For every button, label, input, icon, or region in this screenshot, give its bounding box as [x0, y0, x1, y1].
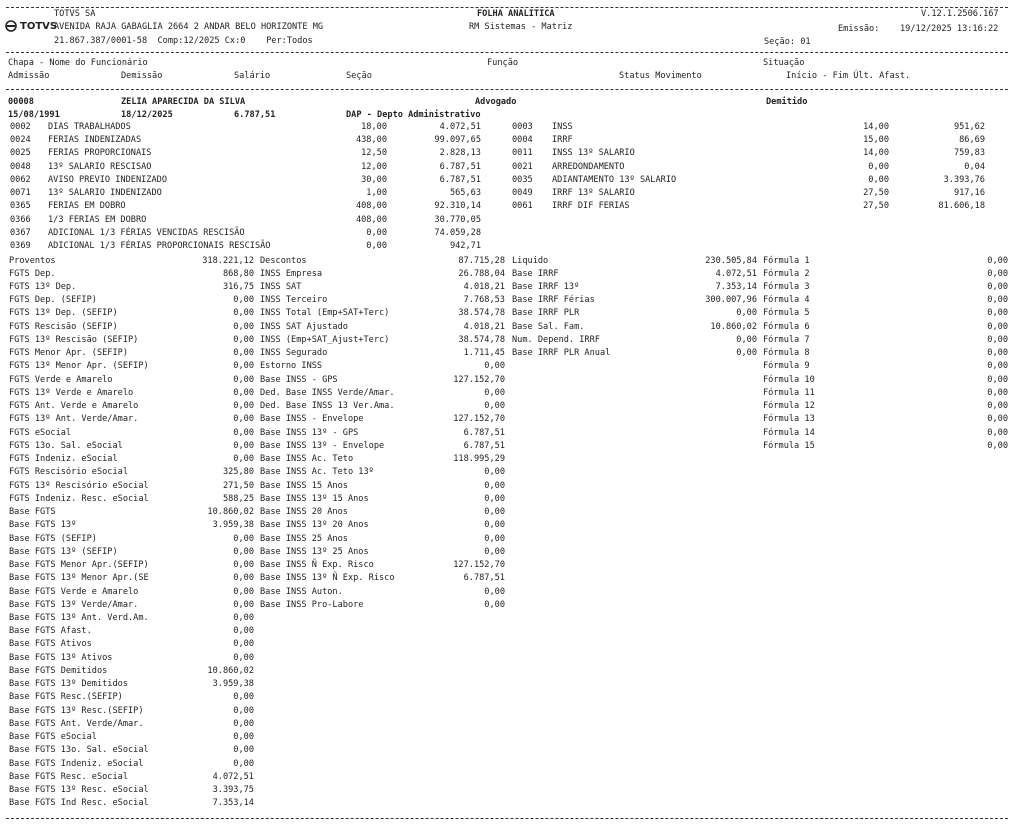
desconto-description: INSS 13º SALARIO [552, 148, 635, 159]
totals-label: FGTS 13º Dep. [9, 281, 77, 292]
totals-label: FGTS Rescisão (SEFIP) [9, 321, 118, 332]
totals-label: Descontos [260, 255, 307, 266]
totals-value: 4.018,21 [463, 321, 505, 332]
totals-label: Base FGTS Ind Resc. eSocial [9, 798, 149, 809]
desconto-value: 3.393,76 [943, 174, 985, 185]
totals-value: 0,00 [233, 308, 254, 319]
desconto-reference: 15,00 [863, 135, 889, 146]
totals-label: FGTS 13º Dep. (SEFIP) [9, 308, 118, 319]
totals-value: 0,00 [233, 573, 254, 584]
col-header-chapa-nome: Chapa - Nome do Funcionário [8, 58, 148, 68]
totals-label: Base FGTS 13º Menor Apr.(SE [9, 573, 149, 584]
totals-label: Ded. Base INSS Verde/Amar. [260, 387, 395, 398]
totals-value: 0,00 [484, 387, 505, 398]
totals-label: Base INSS 20 Anos [260, 507, 348, 518]
totals-label: Base FGTS 13º Resc.(SEFIP) [9, 705, 144, 716]
totals-label: Base INSS Ac. Teto 13º [260, 467, 374, 478]
provento-value: 6.787,51 [439, 161, 481, 172]
totals-value: 7.353,14 [212, 798, 254, 809]
totals-label: Base FGTS Ativos [9, 639, 92, 650]
totals-value: 0,00 [233, 732, 254, 743]
totals-value: 0,00 [484, 480, 505, 491]
totals-label: INSS Terceiro [260, 295, 328, 306]
desconto-code: 0011 [512, 148, 533, 159]
totals-label: Fórmula 3 [763, 281, 810, 292]
totals-value: 0,00 [233, 705, 254, 716]
provento-code: 0025 [10, 148, 31, 159]
desconto-code: 0004 [512, 135, 533, 146]
totals-value: 230.505,84 [705, 255, 757, 266]
totals-value: 0,00 [233, 295, 254, 306]
employee-role: Advogado [475, 97, 517, 107]
totals-value: 0,00 [736, 308, 757, 319]
totals-value: 0,00 [233, 454, 254, 465]
provento-code: 0048 [10, 161, 31, 172]
version-label: V.12.1.2506.167 [921, 9, 999, 19]
provento-description: 13º SALARIO RESCISAO [48, 161, 152, 172]
totals-value: 0,00 [233, 427, 254, 438]
totals-label: FGTS 13º Rescisão (SEFIP) [9, 334, 139, 345]
emission-value: 19/12/2025 13:16:22 [900, 24, 999, 34]
totals-value: 0,00 [484, 493, 505, 504]
totals-label: FGTS Indeniz. eSocial [9, 454, 118, 465]
desconto-reference: 0,00 [868, 174, 889, 185]
employee-chapa: 00008 [8, 97, 34, 107]
totals-label: Base FGTS Indeniz. eSocial [9, 758, 144, 769]
totals-label: FGTS 13º Verde e Amarelo [9, 387, 134, 398]
provento-value: 92.310,14 [434, 201, 481, 212]
provento-description: ADICIONAL 1/3 FÉRIAS VENCIDAS RESCISÃO [48, 227, 245, 238]
provento-reference: 18,00 [361, 122, 387, 132]
totals-value: 0,00 [233, 387, 254, 398]
totals-label: INSS Empresa [260, 268, 323, 279]
totals-value: 300.007,96 [705, 295, 757, 306]
totals-label: FGTS 13º Rescisório eSocial [9, 480, 149, 491]
desconto-description: IRRF [552, 135, 573, 146]
totals-value: 0,00 [233, 546, 254, 557]
totals-label: FGTS Rescisório eSocial [9, 467, 128, 478]
desconto-value: 951,62 [953, 122, 985, 132]
totals-label: Liquido [512, 255, 549, 266]
totvs-logo [5, 20, 57, 32]
totals-label: Base FGTS 13º [9, 520, 77, 531]
totals-value: 10.860,02 [207, 665, 254, 676]
totals-value: 0,00 [484, 586, 505, 597]
totals-value: 0,00 [233, 440, 254, 451]
totals-value: 0,00 [484, 401, 505, 412]
totals-value: 0,00 [484, 467, 505, 478]
totals-value: 0,00 [233, 586, 254, 597]
totals-label: Base INSS 13º 15 Anos [260, 493, 369, 504]
provento-code: 0071 [10, 188, 31, 199]
totals-label: INSS Total (Emp+SAT+Terc) [260, 308, 390, 319]
totals-value: 0,00 [987, 387, 1008, 398]
totals-value: 0,00 [484, 520, 505, 531]
provento-code: 0367 [10, 227, 31, 238]
totals-value: 318.221,12 [202, 255, 254, 266]
totals-value: 6.787,51 [463, 440, 505, 451]
totals-value: 127.152,70 [453, 374, 505, 385]
logo-text: TOTVS [20, 20, 58, 32]
provento-code: 0365 [10, 201, 31, 212]
totals-value: 0,00 [987, 255, 1008, 266]
provento-value: 2.828,13 [439, 148, 481, 159]
totals-label: Fórmula 6 [763, 321, 810, 332]
desconto-code: 0049 [512, 188, 533, 199]
totals-value: 0,00 [987, 361, 1008, 372]
totals-value: 0,00 [233, 334, 254, 345]
col-header-afast: Início - Fim Últ. Afast. [786, 71, 911, 81]
totals-value: 0,00 [987, 374, 1008, 385]
totals-label: Base IRRF 13º [512, 281, 580, 292]
totals-label: Base INSS Ñ Exp. Risco [260, 560, 374, 571]
totals-value: 0,00 [987, 401, 1008, 412]
totvs-logo-icon [5, 20, 17, 32]
provento-value: 942,71 [449, 241, 481, 252]
totals-value: 0,00 [987, 334, 1008, 345]
totals-value: 0,00 [987, 268, 1008, 279]
provento-reference: 408,00 [355, 201, 387, 212]
totals-value: 0,00 [484, 533, 505, 544]
totals-label: FGTS 13º Ant. Verde/Amar. [9, 414, 139, 425]
totals-value: 0,00 [233, 599, 254, 610]
provento-code: 0002 [10, 122, 31, 132]
totals-label: FGTS Indeniz. Resc. eSocial [9, 493, 149, 504]
totals-label: Base FGTS 13º Verde/Amar. [9, 599, 139, 610]
provento-description: FERIAS INDENIZADAS [48, 135, 142, 146]
totals-label: Ded. Base INSS 13 Ver.Ama. [260, 401, 395, 412]
totals-label: FGTS 13º Menor Apr. (SEFIP) [9, 361, 149, 372]
totals-label: Estorno INSS [260, 361, 323, 372]
totals-value: 4.018,21 [463, 281, 505, 292]
provento-description: AVISO PREVIO INDENIZADO [48, 174, 167, 185]
totals-value: 7.353,14 [715, 281, 757, 292]
totals-value: 0,00 [233, 612, 254, 623]
totals-label: Base Sal. Fam. [512, 321, 585, 332]
provento-reference: 12,50 [361, 148, 387, 159]
provento-value: 4.072,51 [439, 122, 481, 132]
desconto-value: 86,69 [959, 135, 985, 146]
totals-label: Base FGTS Menor Apr.(SEFIP) [9, 560, 149, 571]
totals-value: 0,00 [987, 281, 1008, 292]
col-header-secao: Seção [346, 71, 372, 81]
totals-label: INSS SAT Ajustado [260, 321, 348, 332]
totals-value: 0,00 [987, 295, 1008, 306]
provento-description: ADICIONAL 1/3 FÉRIAS PROPORCIONAIS RESCISÃO [48, 241, 271, 252]
totals-label: Base FGTS 13º Demitidos [9, 679, 128, 690]
totals-value: 0,00 [484, 546, 505, 557]
totals-value: 4.072,51 [715, 268, 757, 279]
desconto-description: ARREDONDAMENTO [552, 161, 625, 172]
totals-label: Fórmula 9 [763, 361, 810, 372]
totals-label: Base IRRF [512, 268, 559, 279]
provento-reference: 0,00 [366, 227, 387, 238]
totals-value: 0,00 [484, 599, 505, 610]
totals-label: Base FGTS (SEFIP) [9, 533, 97, 544]
provento-description: DIAS TRABALHADOS [48, 122, 131, 132]
provento-reference: 1,00 [366, 188, 387, 199]
desconto-code: 0035 [512, 174, 533, 185]
totals-value: 868,80 [222, 268, 254, 279]
totals-value: 0,00 [484, 361, 505, 372]
totals-label: Fórmula 13 [763, 414, 815, 425]
system-name: RM Sistemas - Matriz [469, 22, 573, 32]
totals-label: Base INSS - GPS [260, 374, 338, 385]
desconto-code: 0003 [512, 122, 533, 132]
totals-value: 3.393,75 [212, 785, 254, 796]
totals-label: Base INSS Auton. [260, 586, 343, 597]
totals-value: 0,00 [736, 348, 757, 359]
totals-label: FGTS Menor Apr. (SEFIP) [9, 348, 128, 359]
totals-value: 0,00 [233, 692, 254, 703]
totals-value: 0,00 [233, 361, 254, 372]
totals-label: Base INSS 13º - Envelope [260, 440, 385, 451]
provento-value: 6.787,51 [439, 174, 481, 185]
desconto-reference: 14,00 [863, 122, 889, 132]
totals-value: 0,00 [736, 334, 757, 345]
desconto-description: IRRF DIF FERIAS [552, 201, 630, 212]
totals-label: Base INSS 25 Anos [260, 533, 348, 544]
totals-value: 0,00 [233, 321, 254, 332]
report-title: FOLHA ANALITICA [477, 9, 555, 19]
provento-reference: 408,00 [355, 214, 387, 225]
totals-label: Proventos [9, 255, 56, 266]
provento-description: FERIAS EM DOBRO [48, 201, 126, 212]
totals-value: 0,00 [233, 652, 254, 663]
totals-value: 3.959,38 [212, 679, 254, 690]
totals-label: Base IRRF PLR Anual [512, 348, 611, 359]
totals-label: Fórmula 12 [763, 401, 815, 412]
desconto-reference: 27,50 [863, 201, 889, 212]
desconto-reference: 27,50 [863, 188, 889, 199]
provento-code: 0369 [10, 241, 31, 252]
col-header-demissao: Demissão [121, 71, 163, 81]
totals-value: 127.152,70 [453, 560, 505, 571]
totals-value: 325,80 [222, 467, 254, 478]
totals-label: Fórmula 1 [763, 255, 810, 266]
totals-label: INSS SAT [260, 281, 302, 292]
provento-reference: 30,00 [361, 174, 387, 185]
totals-label: INSS Segurado [260, 348, 328, 359]
desconto-value: 917,16 [953, 188, 985, 199]
company-cnpj-line: 21.867.387/0001-58 Comp:12/2025 Cx:0 Per:Todos [54, 36, 313, 46]
totals-value: 0,00 [233, 745, 254, 756]
totals-label: Fórmula 5 [763, 308, 810, 319]
provento-value: 565,63 [449, 188, 481, 199]
totals-label: Fórmula 15 [763, 440, 815, 451]
totals-value: 0,00 [233, 560, 254, 571]
provento-description: 13º SALARIO INDENIZADO [48, 188, 162, 199]
section-label: Seção: 01 [764, 37, 811, 47]
totals-label: Base INSS 13º - GPS [260, 427, 359, 438]
totals-label: Num. Depend. IRRF [512, 334, 600, 345]
totals-label: Fórmula 2 [763, 268, 810, 279]
totals-label: Base FGTS Verde e Amarelo [9, 586, 139, 597]
totals-value: 6.787,51 [463, 427, 505, 438]
employee-name: ZELIA APARECIDA DA SILVA [121, 97, 246, 107]
totals-label: Base IRRF Férias [512, 295, 595, 306]
header-divider [6, 52, 1008, 53]
provento-description: FERIAS PROPORCIONAIS [48, 148, 152, 159]
totals-value: 0,00 [987, 427, 1008, 438]
desconto-description: INSS [552, 122, 573, 132]
provento-reference: 12,00 [361, 161, 387, 172]
totals-value: 0,00 [233, 626, 254, 637]
totals-label: Base FGTS [9, 507, 56, 518]
totals-value: 38.574,78 [458, 308, 505, 319]
provento-description: 1/3 FERIAS EM DOBRO [48, 214, 147, 225]
totals-label: Fórmula 10 [763, 374, 815, 385]
totals-label: Fórmula 11 [763, 387, 815, 398]
totals-value: 0,00 [233, 401, 254, 412]
employee-salary: 6.787,51 [234, 110, 276, 120]
totals-value: 6.787,51 [463, 573, 505, 584]
totals-value: 0,00 [233, 348, 254, 359]
totals-label: Base FGTS Afast. [9, 626, 92, 637]
totals-label: FGTS Verde e Amarelo [9, 374, 113, 385]
totals-value: 26.788,04 [458, 268, 505, 279]
totals-label: FGTS Dep. [9, 268, 56, 279]
totals-value: 271,50 [222, 480, 254, 491]
totals-label: Base INSS Ac. Teto [260, 454, 354, 465]
totals-label: Fórmula 14 [763, 427, 815, 438]
totals-label: Base FGTS 13º Resc. eSocial [9, 785, 149, 796]
employee-dismissal: 18/12/2025 [121, 110, 173, 120]
totals-value: 316,75 [222, 281, 254, 292]
desconto-code: 0061 [512, 201, 533, 212]
desconto-code: 0021 [512, 161, 533, 172]
company-address: AVENIDA RAJA GABAGLIA 2664 2 ANDAR BELO HORIZONTE MG [54, 22, 324, 32]
totals-label: FGTS eSocial [9, 427, 72, 438]
employee-admission: 15/08/1991 [8, 110, 60, 120]
totals-label: Base FGTS 13º Ativos [9, 652, 113, 663]
totals-label: Fórmula 7 [763, 334, 810, 345]
totals-label: Base FGTS Ant. Verde/Amar. [9, 718, 144, 729]
employee-section: DAP - Depto Administrativo [346, 110, 481, 120]
totals-value: 87.715,28 [458, 255, 505, 266]
desconto-value: 0,04 [964, 161, 985, 172]
provento-reference: 438,00 [355, 135, 387, 146]
totals-value: 7.768,53 [463, 295, 505, 306]
totals-label: Base FGTS Resc.(SEFIP) [9, 692, 123, 703]
columns-divider [6, 89, 1008, 90]
totals-label: Base FGTS 13º Ant. Verd.Am. [9, 612, 149, 623]
col-header-situacao: Situação [763, 58, 805, 68]
totals-label: FGTS Dep. (SEFIP) [9, 295, 97, 306]
desconto-reference: 0,00 [868, 161, 889, 172]
totals-value: 0,00 [233, 758, 254, 769]
totals-value: 118.995,29 [453, 454, 505, 465]
totals-value: 0,00 [987, 308, 1008, 319]
provento-value: 99.097,65 [434, 135, 481, 146]
totals-label: Base FGTS 13º (SEFIP) [9, 546, 118, 557]
totals-value: 0,00 [233, 639, 254, 650]
totals-value: 0,00 [987, 440, 1008, 451]
desconto-description: ADIANTAMENTO 13º SALARIO [552, 174, 677, 185]
totals-value: 1.711,45 [463, 348, 505, 359]
totals-label: FGTS 13o. Sal. eSocial [9, 440, 123, 451]
desconto-value: 81.606,18 [938, 201, 985, 212]
totals-value: 0,00 [233, 414, 254, 425]
employee-status: Demitido [766, 97, 808, 107]
provento-reference: 0,00 [366, 241, 387, 252]
totals-label: Fórmula 4 [763, 295, 810, 306]
totals-value: 0,00 [233, 374, 254, 385]
totals-value: 0,00 [987, 348, 1008, 359]
desconto-value: 759,83 [953, 148, 985, 159]
top-divider [6, 7, 1008, 8]
totals-label: INSS (Emp+SAT_Ajust+Terc) [260, 334, 390, 345]
provento-value: 74.059,28 [434, 227, 481, 238]
company-name: TOTVS SA [54, 9, 96, 19]
provento-value: 30.770,05 [434, 214, 481, 225]
totals-label: Base INSS - Envelope [260, 414, 364, 425]
provento-code: 0062 [10, 174, 31, 185]
totals-value: 10.860,02 [710, 321, 757, 332]
col-header-admissao: Admissão [8, 71, 50, 81]
desconto-description: IRRF 13º SALARIO [552, 188, 635, 199]
totals-label: Base FGTS eSocial [9, 732, 97, 743]
totals-value: 10.860,02 [207, 507, 254, 518]
totals-value: 3.959,38 [212, 520, 254, 531]
col-header-funcao: Função [487, 58, 519, 68]
totals-label: Base FGTS Resc. eSocial [9, 771, 128, 782]
totals-label: Base INSS 13º 20 Anos [260, 520, 369, 531]
emission-label: Emissão: [838, 24, 880, 34]
totals-label: Base INSS 13º Ñ Exp. Risco [260, 573, 395, 584]
totals-value: 38.574,78 [458, 334, 505, 345]
provento-code: 0024 [10, 135, 31, 146]
totals-value: 0,00 [987, 321, 1008, 332]
desconto-reference: 14,00 [863, 148, 889, 159]
totals-label: Fórmula 8 [763, 348, 810, 359]
totals-label: Base FGTS 13o. Sal. eSocial [9, 745, 149, 756]
totals-value: 0,00 [233, 533, 254, 544]
totals-value: 4.072,51 [212, 771, 254, 782]
totals-label: Base INSS 15 Anos [260, 480, 348, 491]
totals-label: Base INSS Pro-Labore [260, 599, 364, 610]
col-header-salario: Salário [234, 71, 271, 81]
totals-label: Base FGTS Demitidos [9, 665, 108, 676]
totals-value: 0,00 [233, 718, 254, 729]
totals-value: 0,00 [484, 507, 505, 518]
totals-value: 127.152,70 [453, 414, 505, 425]
bottom-divider [6, 818, 1008, 819]
provento-code: 0366 [10, 214, 31, 225]
totals-value: 0,00 [987, 414, 1008, 425]
totals-value: 588,25 [222, 493, 254, 504]
totals-label: FGTS Ant. Verde e Amarelo [9, 401, 139, 412]
col-header-status: Status Movimento [619, 71, 702, 81]
totals-label: Base INSS 13º 25 Anos [260, 546, 369, 557]
totals-label: Base IRRF PLR [512, 308, 580, 319]
